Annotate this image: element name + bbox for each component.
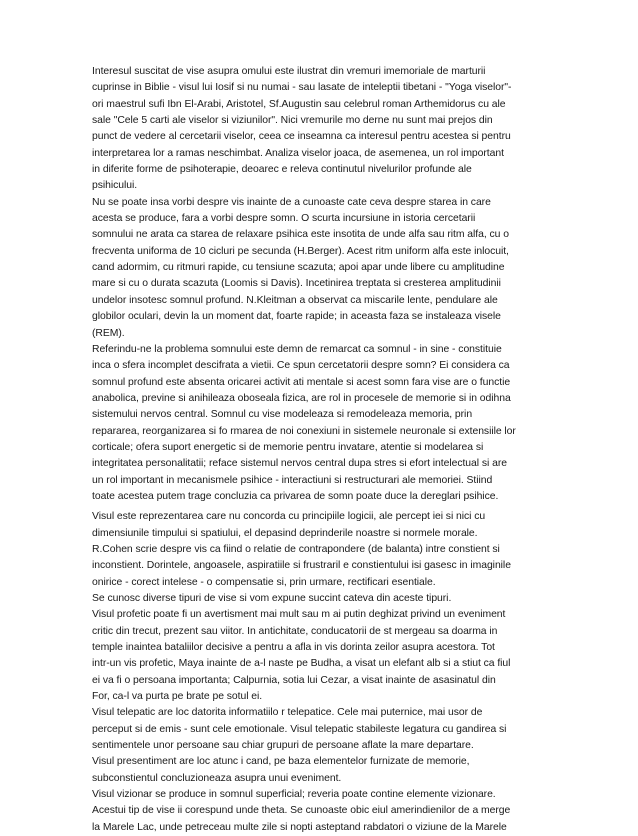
text-line: inconstient. Dorintele, angoasele, aspiratiile si frustraril e constientului isi gasesc in imaginile (92, 560, 511, 572)
text-line: inca o sfera incomplet descifrata a vietii. Ce spun cercetatorii despre somn? Ei considera ca (92, 360, 510, 372)
text-line: acesta se produce, fara a vorbi despre somn. O scurta incursiune in istoria cercetarii (92, 213, 476, 225)
text-line: cuprinse in Biblie - visul lui Iosif si nu numai - sau lasate de inteleptii tibetani - "Yoga viselor"- (92, 82, 512, 94)
text-line: un rol important in mecanismele psihice - interactiuni si restructurari ale memoriei. Stiind (92, 474, 493, 486)
text-line: R.Cohen scrie despre vis ca fiind o relatie de contrapondere (de balanta) intre constient si (92, 543, 500, 555)
text-line: somnului ne arata ca starea de relaxare psihica este insotita de unde alfa sau ritm alfa, cu o (92, 229, 509, 241)
text-line: Visul este reprezentarea care nu concorda cu principiile logicii, ale percept iei si nici cu (92, 511, 486, 523)
text-line: Visul vizionar se produce in somnul superficial; reveria poate contine elemente vizionare. (92, 789, 496, 801)
text-line: Visul presentiment are loc atunc i cand, pe baza elementelor furnizate de memorie, (92, 756, 470, 768)
text-line: dimensiunile timpului si spatiului, el depasind deprinderile noastre si normele morale. (92, 527, 478, 539)
text-line: perceput si de emis - sunt cele emotionale. Visul telepatic stabileste legatura cu gandirea si (92, 723, 507, 735)
paragraph-block-2 (92, 509, 550, 836)
text-line: sale "Cele 5 carti ale viselor si viziunilor". Nici vremurile mo derne nu sunt mai prejos din (92, 115, 493, 127)
text-line: ori maestrul sufi Ibn El-Arabi, Aristotel, Sf.Augustin sau celebrul roman Arthemidorus cu ale (92, 98, 506, 110)
text-line: (REM). (92, 327, 125, 339)
paragraph-block-1 (92, 64, 550, 505)
text-line: Nu se poate insa vorbi despre vis inainte de a cunoaste cate ceva despre starea in care (92, 196, 491, 208)
text-line: corticale; ofera suport energetic si de memorie pentru invatare, atentie si modelarea si (92, 441, 484, 453)
text-line: interpretarea lor a ramas neschimbat. Analiza viselor joaca, de asemenea, un rol important (92, 147, 504, 159)
text-line: globilor oculari, devin la un moment dat, foarte rapide; in aceasta faza se instaleaza visele (92, 311, 501, 323)
text-line: frecventa uniforma de 10 cicluri pe secunda (H.Berger). Acest ritm uniform alfa este inlocuit, (92, 245, 509, 257)
text-line: cand adormim, cu ritmuri rapide, cu tensiune scazuta; apoi apar unde libere cu amplitudine (92, 262, 505, 274)
text-line: toate acestea putem trage concluzia ca privarea de somn poate duce la dereglari psihice. (92, 490, 499, 502)
text-line: in diferite forme de psihoterapie, deoarec e releva continutul nivelurilor profunde ale (92, 164, 472, 176)
text-line: la Marele Lac, unde petreceau multe zile si nopti asteptand rabdatori o viziune de la Marele (92, 821, 507, 833)
text-line: sistemului nervos central. Somnul cu vise modeleaza si remodeleaza memoria, prin (92, 409, 473, 421)
text-line: Acestui tip de vise ii corespund unde theta. Se cunoaste obic eiul amerindienilor de a merge (92, 805, 511, 817)
text-line: Interesul suscitat de vise asupra omului este ilustrat din vremuri imemoriale de marturii (92, 66, 486, 77)
text-line: For, ca-l va purta pe brate pe sotul ei. (92, 691, 263, 703)
text-line: integritatea personalitatii; reface sistemul nervos central dupa stres si efort intelectual si are (92, 458, 507, 470)
text-line: critic din trecut, prezent sau viitor. In antichitate, conducatorii de st mergeau sa doarma in (92, 625, 498, 637)
text-line: repararea, reorganizarea si fo rmarea de noi conexiuni in sistemele neuronale si extensiile lor (92, 425, 516, 437)
text-line: psihicului. (92, 180, 138, 192)
text-line: subconstientul concluzioneaza asupra unui eveniment. (92, 772, 342, 784)
text-line: punct de vedere al cercetarii viselor, ceea ce inseamna ca interesul pentru acestea si pentru (92, 131, 511, 143)
document-page (92, 64, 550, 836)
text-line: Se cunosc diverse tipuri de vise si vom expune succint cateva din aceste tipuri. (92, 593, 452, 604)
text-line: sentimentele unor persoane sau chiar grupuri de persoane aflate la mare departare. (92, 740, 474, 752)
text-line: anabolica, previne si anihileaza oboseala fizica, are rol in procesele de memorie si in odihna (92, 392, 511, 404)
text-line: temple inaintea bataliilor decisive a pentru a afla in vis dorinta zeilor asupra acestora. Tot (92, 642, 495, 654)
text-line: Visul telepatic are loc datorita informatiilo r telepatice. Cele mai puternice, mai usor de (92, 707, 483, 719)
text-line: mare si cu o durata scazuta (Loomis si Davis). Incetinirea treptata si cresterea amplitudinii (92, 278, 501, 290)
text-line: Visul profetic poate fi un avertisment mai mult sau m ai putin deghizat privind un eveniment (92, 609, 506, 621)
text-line: ei va fi o persoana importanta; Calpurnia, sotia lui Cezar, a visat inainte de asasinatul din (92, 674, 496, 686)
text-line: Referindu-ne la problema somnului este demn de remarcat ca somnul - in sine - constituie (92, 343, 502, 355)
text-line: somnul profund este absenta oricarei activit ati mentale si acest somn fara vise are o functie (92, 376, 511, 388)
text-line: undelor insotesc somnul profund. N.Kleitman a observat ca miscarile lente, pendulare ale (92, 294, 498, 306)
text-line: onirice - corect intelese - o compensatie si, prin urmare, rectificari esentiale. (92, 576, 436, 588)
text-line: intr-un vis profetic, Maya inainte de a-l naste pe Budha, a visat un elefant alb si a stiut ca fiul (92, 658, 511, 670)
